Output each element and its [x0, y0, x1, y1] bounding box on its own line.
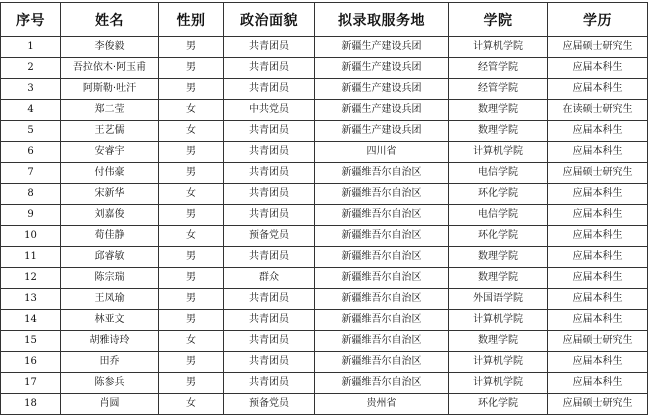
table-row: [1, 184, 648, 205]
cell-gender: 男: [159, 205, 224, 226]
cell-college: 经管学院: [449, 58, 548, 79]
cell-serial-number: 15: [1, 331, 61, 352]
table-row: [1, 58, 648, 79]
table-row: [1, 100, 648, 121]
cell-education: 应届本科生: [548, 142, 648, 163]
cell-gender: 女: [159, 226, 224, 247]
cell-serial-number: 1: [1, 37, 61, 58]
cell-service-location: 新疆维吾尔自治区: [315, 226, 449, 247]
cell-service-location: 新疆生产建设兵团: [315, 58, 449, 79]
cell-name: 李俊毅: [61, 37, 159, 58]
cell-gender: 男: [159, 289, 224, 310]
cell-gender: 女: [159, 184, 224, 205]
cell-name: 陈参兵: [61, 373, 159, 394]
table-row: [1, 331, 648, 352]
cell-service-location: 新疆维吾尔自治区: [315, 289, 449, 310]
cell-college: 数理学院: [449, 331, 548, 352]
cell-serial-number: 13: [1, 289, 61, 310]
cell-college: 数理学院: [449, 121, 548, 142]
cell-political-status: 共青团员: [224, 247, 315, 268]
table-row: [1, 310, 648, 331]
cell-serial-number: 14: [1, 310, 61, 331]
cell-political-status: 共青团员: [224, 79, 315, 100]
cell-name: 邱睿敏: [61, 247, 159, 268]
cell-political-status: 中共党员: [224, 100, 315, 121]
cell-gender: 男: [159, 163, 224, 184]
table-row: [1, 79, 648, 100]
cell-gender: 男: [159, 310, 224, 331]
cell-education: 应届本科生: [548, 268, 648, 289]
cell-gender: 男: [159, 37, 224, 58]
cell-serial-number: 3: [1, 79, 61, 100]
cell-serial-number: 18: [1, 394, 61, 415]
table-row: [1, 37, 648, 58]
cell-college: 环化学院: [449, 394, 548, 415]
cell-service-location: 新疆维吾尔自治区: [315, 352, 449, 373]
cell-service-location: 新疆生产建设兵团: [315, 121, 449, 142]
cell-college: 数理学院: [449, 100, 548, 121]
cell-education: 应届本科生: [548, 184, 648, 205]
cell-college: 电信学院: [449, 205, 548, 226]
cell-education: 应届本科生: [548, 352, 648, 373]
cell-college: 数理学院: [449, 247, 548, 268]
cell-political-status: 群众: [224, 268, 315, 289]
cell-name: 王艺儒: [61, 121, 159, 142]
cell-education: 应届本科生: [548, 79, 648, 100]
table-row: [1, 142, 648, 163]
cell-service-location: 新疆生产建设兵团: [315, 37, 449, 58]
cell-name: 林亚文: [61, 310, 159, 331]
cell-college: 计算机学院: [449, 142, 548, 163]
table-row: [1, 163, 648, 184]
cell-name: 胡雅诗玲: [61, 331, 159, 352]
cell-education: 应届本科生: [548, 58, 648, 79]
cell-political-status: 共青团员: [224, 163, 315, 184]
cell-gender: 女: [159, 100, 224, 121]
header-education: 学历: [548, 3, 648, 37]
cell-college: 计算机学院: [449, 310, 548, 331]
cell-political-status: 共青团员: [224, 310, 315, 331]
cell-education: 应届本科生: [548, 205, 648, 226]
table-row: [1, 121, 648, 142]
cell-political-status: 预备党员: [224, 226, 315, 247]
header-gender: 性别: [159, 3, 224, 37]
table-row: [1, 394, 648, 415]
cell-education: 应届硕士研究生: [548, 37, 648, 58]
cell-service-location: 新疆维吾尔自治区: [315, 310, 449, 331]
cell-service-location: 新疆维吾尔自治区: [315, 184, 449, 205]
cell-education: 应届本科生: [548, 247, 648, 268]
cell-serial-number: 6: [1, 142, 61, 163]
cell-serial-number: 2: [1, 58, 61, 79]
cell-college: 计算机学院: [449, 352, 548, 373]
cell-college: 数理学院: [449, 268, 548, 289]
cell-political-status: 共青团员: [224, 352, 315, 373]
cell-education: 应届本科生: [548, 226, 648, 247]
header-service-location: 拟录取服务地: [315, 3, 449, 37]
cell-service-location: 四川省: [315, 142, 449, 163]
table-row: [1, 289, 648, 310]
cell-name: 阿斯勒·吐汗: [61, 79, 159, 100]
cell-education: 在读硕士研究生: [548, 100, 648, 121]
cell-education: 应届本科生: [548, 121, 648, 142]
cell-gender: 女: [159, 394, 224, 415]
cell-service-location: 新疆维吾尔自治区: [315, 163, 449, 184]
table-header: [1, 3, 648, 37]
cell-college: 计算机学院: [449, 373, 548, 394]
cell-education: 应届硕士研究生: [548, 163, 648, 184]
cell-gender: 女: [159, 121, 224, 142]
cell-education: 应届硕士研究生: [548, 331, 648, 352]
cell-education: 应届本科生: [548, 289, 648, 310]
header-college: 学院: [449, 3, 548, 37]
header-row: [1, 3, 648, 37]
cell-college: 环化学院: [449, 184, 548, 205]
cell-name: 宋新华: [61, 184, 159, 205]
cell-political-status: 共青团员: [224, 37, 315, 58]
cell-gender: 男: [159, 79, 224, 100]
cell-college: 环化学院: [449, 226, 548, 247]
cell-serial-number: 4: [1, 100, 61, 121]
cell-political-status: 共青团员: [224, 184, 315, 205]
cell-service-location: 贵州省: [315, 394, 449, 415]
table-row: [1, 373, 648, 394]
cell-name: 付伟豪: [61, 163, 159, 184]
cell-name: 吾拉依木·阿玉甫: [61, 58, 159, 79]
cell-serial-number: 7: [1, 163, 61, 184]
header-political-status: 政治面貌: [224, 3, 315, 37]
cell-political-status: 预备党员: [224, 394, 315, 415]
cell-name: 安睿宇: [61, 142, 159, 163]
cell-education: 应届本科生: [548, 373, 648, 394]
cell-college: 电信学院: [449, 163, 548, 184]
cell-political-status: 共青团员: [224, 58, 315, 79]
cell-political-status: 共青团员: [224, 289, 315, 310]
cell-gender: 男: [159, 352, 224, 373]
cell-college: 经管学院: [449, 79, 548, 100]
cell-political-status: 共青团员: [224, 121, 315, 142]
cell-gender: 男: [159, 142, 224, 163]
cell-serial-number: 12: [1, 268, 61, 289]
cell-political-status: 共青团员: [224, 331, 315, 352]
cell-political-status: 共青团员: [224, 142, 315, 163]
roster-table: [0, 2, 648, 415]
cell-service-location: 新疆生产建设兵团: [315, 79, 449, 100]
cell-college: 计算机学院: [449, 37, 548, 58]
cell-education: 应届本科生: [548, 310, 648, 331]
cell-name: 陈宗瑞: [61, 268, 159, 289]
cell-serial-number: 10: [1, 226, 61, 247]
cell-gender: 男: [159, 373, 224, 394]
cell-name: 郑二莹: [61, 100, 159, 121]
cell-serial-number: 5: [1, 121, 61, 142]
cell-service-location: 新疆维吾尔自治区: [315, 247, 449, 268]
cell-name: 肖圆: [61, 394, 159, 415]
table-row: [1, 352, 648, 373]
cell-name: 刘嘉俊: [61, 205, 159, 226]
cell-service-location: 新疆维吾尔自治区: [315, 205, 449, 226]
cell-political-status: 共青团员: [224, 373, 315, 394]
cell-service-location: 新疆维吾尔自治区: [315, 373, 449, 394]
cell-name: 田乔: [61, 352, 159, 373]
cell-political-status: 共青团员: [224, 205, 315, 226]
cell-service-location: 新疆生产建设兵团: [315, 100, 449, 121]
table-body: [1, 37, 648, 415]
table-row: [1, 268, 648, 289]
cell-serial-number: 8: [1, 184, 61, 205]
cell-serial-number: 9: [1, 205, 61, 226]
cell-college: 外国语学院: [449, 289, 548, 310]
cell-service-location: 新疆维吾尔自治区: [315, 268, 449, 289]
cell-gender: 男: [159, 268, 224, 289]
table-row: [1, 247, 648, 268]
table-row: [1, 226, 648, 247]
cell-education: 应届硕士研究生: [548, 394, 648, 415]
table-row: [1, 205, 648, 226]
header-serial-number: 序号: [1, 3, 61, 37]
cell-service-location: 新疆维吾尔自治区: [315, 331, 449, 352]
cell-name: 王凤瑜: [61, 289, 159, 310]
cell-serial-number: 17: [1, 373, 61, 394]
cell-gender: 女: [159, 331, 224, 352]
cell-gender: 男: [159, 247, 224, 268]
cell-serial-number: 16: [1, 352, 61, 373]
header-name: 姓名: [61, 3, 159, 37]
cell-name: 荀佳静: [61, 226, 159, 247]
cell-serial-number: 11: [1, 247, 61, 268]
cell-gender: 男: [159, 58, 224, 79]
